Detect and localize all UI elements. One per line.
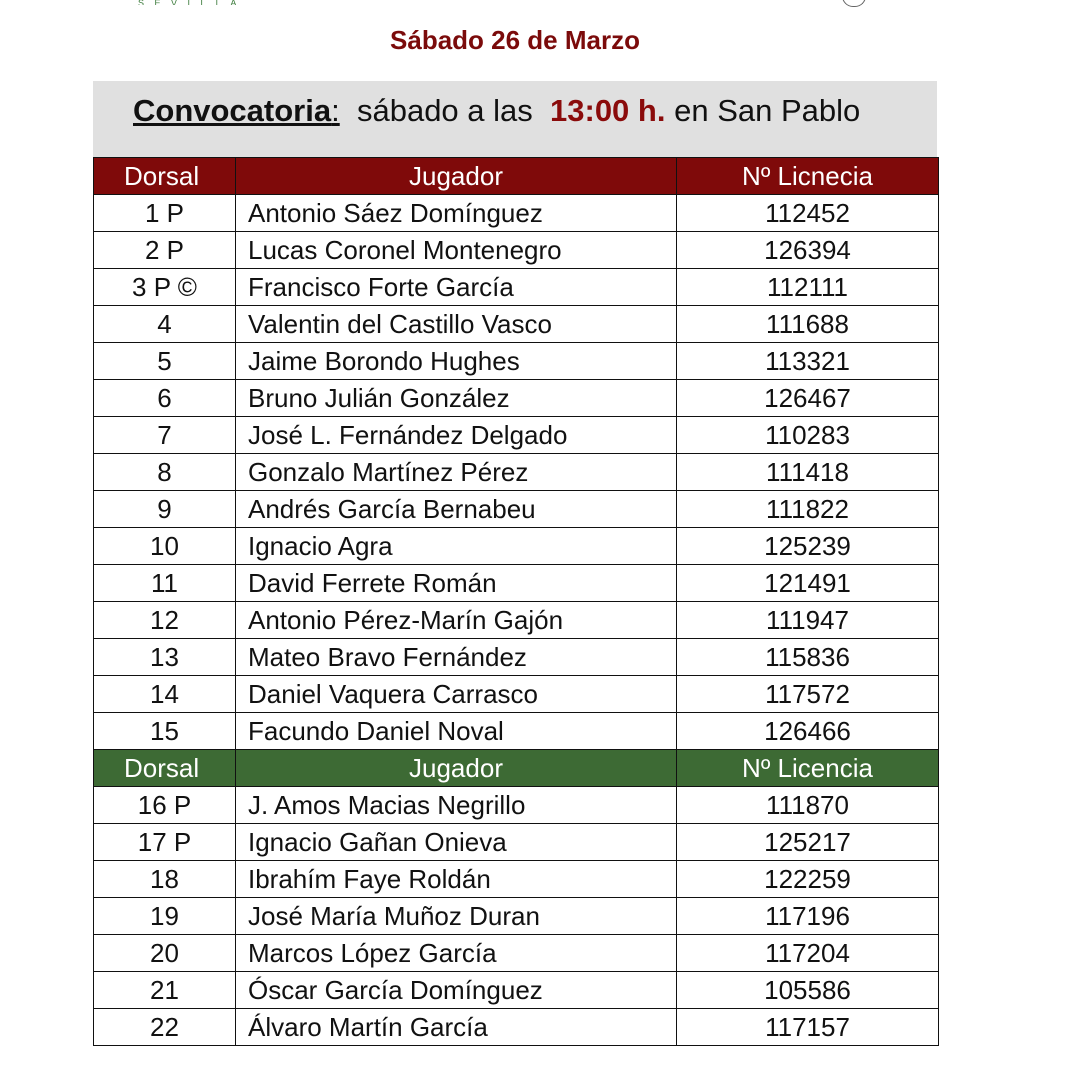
- dorsal-cell: 4: [94, 306, 236, 343]
- license-cell: 117196: [677, 898, 939, 935]
- dorsal-cell: 20: [94, 935, 236, 972]
- player-name-cell: José L. Fernández Delgado: [236, 417, 677, 454]
- table-row: [94, 639, 939, 676]
- dorsal-cell: 18: [94, 861, 236, 898]
- dorsal-cell: 15: [94, 713, 236, 750]
- table-row: [94, 195, 939, 232]
- license-cell: 111688: [677, 306, 939, 343]
- player-name-cell: J. Amos Macias Negrillo: [236, 787, 677, 824]
- column-header-jugador: Jugador: [236, 750, 677, 787]
- table-row: [94, 787, 939, 824]
- table-row: [94, 306, 939, 343]
- player-name-cell: Antonio Pérez-Marín Gajón: [236, 602, 677, 639]
- dorsal-cell: 11: [94, 565, 236, 602]
- table-row: [94, 1009, 939, 1046]
- player-name-cell: David Ferrete Román: [236, 565, 677, 602]
- license-cell: 126466: [677, 713, 939, 750]
- crest-icon: [842, 0, 866, 7]
- license-cell: 113321: [677, 343, 939, 380]
- license-cell: 125217: [677, 824, 939, 861]
- player-name-cell: Daniel Vaquera Carrasco: [236, 676, 677, 713]
- table-row: [94, 824, 939, 861]
- player-name-cell: Mateo Bravo Fernández: [236, 639, 677, 676]
- dorsal-cell: 13: [94, 639, 236, 676]
- license-cell: 112111: [677, 269, 939, 306]
- license-cell: 121491: [677, 565, 939, 602]
- license-cell: 117157: [677, 1009, 939, 1046]
- column-header-jugador: Jugador: [236, 158, 677, 195]
- column-header-dorsal: Dorsal: [94, 158, 236, 195]
- license-cell: 117572: [677, 676, 939, 713]
- dorsal-cell: 19: [94, 898, 236, 935]
- column-header-licencia: Nº Licencia: [677, 750, 939, 787]
- page-title: Sábado 26 de Marzo: [390, 25, 640, 55]
- player-name-cell: José María Muñoz Duran: [236, 898, 677, 935]
- table-row: [94, 269, 939, 306]
- table-row: [94, 713, 939, 750]
- license-cell: 111870: [677, 787, 939, 824]
- table-row: [94, 454, 939, 491]
- table-row: [94, 491, 939, 528]
- license-cell: 110283: [677, 417, 939, 454]
- dorsal-cell: 10: [94, 528, 236, 565]
- player-name-cell: Andrés García Bernabeu: [236, 491, 677, 528]
- dorsal-cell: 5: [94, 343, 236, 380]
- dorsal-cell: 14: [94, 676, 236, 713]
- player-name-cell: Antonio Sáez Domínguez: [236, 195, 677, 232]
- license-cell: 126467: [677, 380, 939, 417]
- column-header-licencia: Nº Licnecia: [677, 158, 939, 195]
- table-row: [94, 898, 939, 935]
- license-cell: 126394: [677, 232, 939, 269]
- dorsal-cell: 6: [94, 380, 236, 417]
- dorsal-cell: 8: [94, 454, 236, 491]
- license-cell: 115836: [677, 639, 939, 676]
- license-cell: 111947: [677, 602, 939, 639]
- table-row: [94, 417, 939, 454]
- dorsal-cell: 1 P: [94, 195, 236, 232]
- table-row: [94, 676, 939, 713]
- player-name-cell: Ibrahím Faye Roldán: [236, 861, 677, 898]
- table-row: [94, 232, 939, 269]
- dorsal-cell: 7: [94, 417, 236, 454]
- table-row: [94, 343, 939, 380]
- table-row: [94, 565, 939, 602]
- player-name-cell: Facundo Daniel Noval: [236, 713, 677, 750]
- roster-body: [94, 158, 939, 1046]
- license-cell: 112452: [677, 195, 939, 232]
- dorsal-cell: 21: [94, 972, 236, 1009]
- club-logo-text: S E V I L L A: [138, 0, 241, 5]
- table-row: [94, 380, 939, 417]
- player-name-cell: Marcos López García: [236, 935, 677, 972]
- column-header-dorsal: Dorsal: [94, 750, 236, 787]
- table-row: [94, 935, 939, 972]
- player-name-cell: Ignacio Agra: [236, 528, 677, 565]
- license-cell: 111822: [677, 491, 939, 528]
- convocatoria-banner: [93, 81, 937, 157]
- license-cell: 125239: [677, 528, 939, 565]
- dorsal-cell: 9: [94, 491, 236, 528]
- convocatoria-label: Convocatoria: [133, 93, 332, 128]
- dorsal-cell: 12: [94, 602, 236, 639]
- table2-header-row: [94, 750, 939, 787]
- license-cell: 122259: [677, 861, 939, 898]
- dorsal-cell: 17 P: [94, 824, 236, 861]
- convocatoria-text-before: sábado a las: [356, 93, 533, 128]
- dorsal-cell: 3 P ©: [94, 269, 236, 306]
- table-row: [94, 972, 939, 1009]
- convocatoria-text-after: en San Pablo: [674, 93, 861, 128]
- player-name-cell: Valentin del Castillo Vasco: [236, 306, 677, 343]
- dorsal-cell: 2 P: [94, 232, 236, 269]
- player-name-cell: Francisco Forte García: [236, 269, 677, 306]
- dorsal-cell: 16 P: [94, 787, 236, 824]
- dorsal-cell: 22: [94, 1009, 236, 1046]
- player-name-cell: Gonzalo Martínez Pérez: [236, 454, 677, 491]
- table-row: [94, 861, 939, 898]
- player-name-cell: Lucas Coronel Montenegro: [236, 232, 677, 269]
- player-name-cell: Jaime Borondo Hughes: [236, 343, 677, 380]
- player-name-cell: Ignacio Gañan Onieva: [236, 824, 677, 861]
- table-row: [94, 602, 939, 639]
- license-cell: 111418: [677, 454, 939, 491]
- convocatoria-time: 13:00 h.: [550, 93, 666, 128]
- table-row: [94, 528, 939, 565]
- license-cell: 105586: [677, 972, 939, 1009]
- player-name-cell: Álvaro Martín García: [236, 1009, 677, 1046]
- player-name-cell: Bruno Julián González: [236, 380, 677, 417]
- license-cell: 117204: [677, 935, 939, 972]
- convocatoria-colon: :: [331, 93, 340, 128]
- player-name-cell: Óscar García Domínguez: [236, 972, 677, 1009]
- table1-header-row: [94, 158, 939, 195]
- roster-table: [93, 157, 939, 1046]
